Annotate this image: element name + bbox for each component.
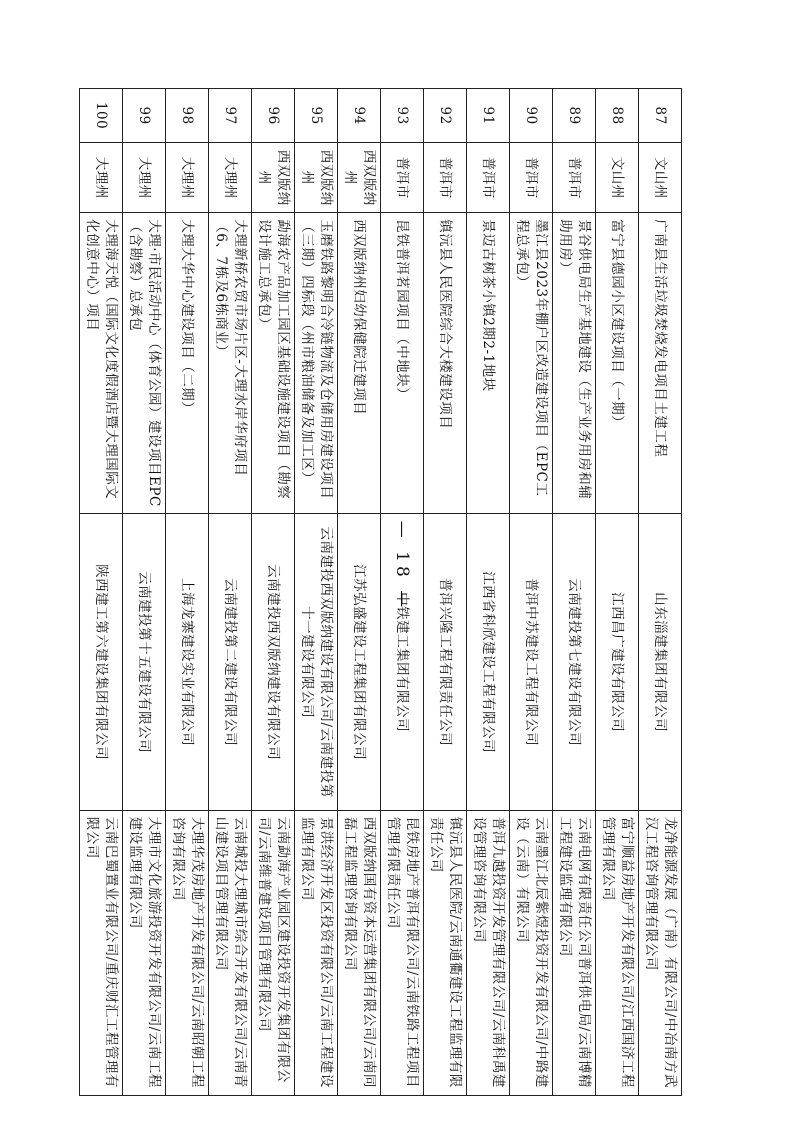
contractor-cell: 云南建投第七建设有限公司 bbox=[553, 514, 596, 810]
city-cell: 西双版纳州 bbox=[295, 143, 338, 213]
row-number-cell: 92 bbox=[424, 89, 467, 143]
table-row bbox=[639, 89, 682, 1096]
contractor-cell: 云南建投第十五建设有限公司 bbox=[123, 514, 166, 810]
city-cell: 普洱市 bbox=[510, 143, 553, 213]
table-row bbox=[338, 89, 381, 1096]
contractor-cell: 山东淄建集团有限公司 bbox=[639, 514, 682, 810]
city-cell: 大理州 bbox=[80, 143, 123, 213]
city-cell: 大理州 bbox=[166, 143, 209, 213]
owner-supervisor-cell: 镇沅县人民医院/云南通衢建设工程监理有限责任公司 bbox=[424, 810, 467, 1095]
project-name-cell: 景谷供电局生产基地建设（生产业务用房和辅助用房） bbox=[553, 213, 596, 514]
row-number-cell: 100 bbox=[80, 89, 123, 143]
contractor-cell: 云南建投第二建设有限公司 bbox=[209, 514, 252, 810]
table-row bbox=[596, 89, 639, 1096]
table-row bbox=[209, 89, 252, 1096]
project-name-cell: 广南县生活垃圾焚烧发电项目土建工程 bbox=[639, 213, 682, 514]
table-row bbox=[467, 89, 510, 1096]
owner-supervisor-cell: 昆铁房地产普洱有限公司/云南铁路工程项目管理有限责任公司 bbox=[381, 810, 424, 1095]
contractor-cell: 上海龙寨建设实业有限公司 bbox=[166, 514, 209, 810]
project-table bbox=[79, 88, 682, 1096]
project-name-cell: 玉磨铁路黎明合冷链物流及仓储用房建设项目（三期）四标段（州市粮油储备及加工区） bbox=[295, 213, 338, 514]
contractor-cell: 云南建投西双版纳建设有限公司 bbox=[252, 514, 295, 810]
row-number-cell: 94 bbox=[338, 89, 381, 143]
row-number-cell: 99 bbox=[123, 89, 166, 143]
page-number: — 18 — bbox=[392, 520, 412, 612]
city-cell: 西双版纳州 bbox=[338, 143, 381, 213]
city-cell: 文山州 bbox=[639, 143, 682, 213]
row-number-cell: 93 bbox=[381, 89, 424, 143]
city-cell: 普洱市 bbox=[424, 143, 467, 213]
project-name-cell: 富宁县德园小区建设项目（一期） bbox=[596, 213, 639, 514]
contractor-cell: 江西省科欣建设工程有限公司 bbox=[467, 514, 510, 810]
owner-supervisor-cell: 大理华茂房地产开发有限公司/云南昭朝工程咨询有限公司 bbox=[166, 810, 209, 1095]
city-cell: 普洱市 bbox=[381, 143, 424, 213]
row-number-cell: 97 bbox=[209, 89, 252, 143]
contractor-cell: 中铁建工集团有限公司 bbox=[381, 514, 424, 810]
contractor-cell: 普洱兴隆工程有限责任公司 bbox=[424, 514, 467, 810]
owner-supervisor-cell: 云南墨江北辰紫煜投资开发有限公司/中路建设（云南）有限公司 bbox=[510, 810, 553, 1095]
owner-supervisor-cell: 云南城投大理城市综合开发有限公司/云南青山建设项目管理有限公司 bbox=[209, 810, 252, 1095]
row-number-cell: 88 bbox=[596, 89, 639, 143]
table-row bbox=[510, 89, 553, 1096]
row-number-cell: 87 bbox=[639, 89, 682, 143]
row-number-cell: 98 bbox=[166, 89, 209, 143]
table-row bbox=[166, 89, 209, 1096]
row-number-cell: 89 bbox=[553, 89, 596, 143]
owner-supervisor-cell: 西双版纳国有资本运营集团有限公司/云南同磊工程监理咨询有限公司 bbox=[338, 810, 381, 1095]
contractor-cell: 江西昌广建设有限公司 bbox=[596, 514, 639, 810]
table-row bbox=[553, 89, 596, 1096]
contractor-cell: 云南建投西双版纳建设有限公司/云南建投第十一建设有限公司 bbox=[295, 514, 338, 810]
table-row bbox=[80, 89, 123, 1096]
city-cell: 西双版纳州 bbox=[252, 143, 295, 213]
city-cell: 普洱市 bbox=[467, 143, 510, 213]
row-number-cell: 96 bbox=[252, 89, 295, 143]
rotated-table-frame bbox=[79, 88, 682, 1096]
city-cell: 大理州 bbox=[209, 143, 252, 213]
project-name-cell: 镇沅县人民医院综合大楼建设项目 bbox=[424, 213, 467, 514]
table-row bbox=[252, 89, 295, 1096]
owner-supervisor-cell: 龙净能源发展（广南）有限公司/中冶南方武汉工程咨询管理有限公司 bbox=[639, 810, 682, 1095]
row-number-cell: 90 bbox=[510, 89, 553, 143]
project-name-cell: 勐海农产品加工园区基础设施建设项目（勘察设计施工总承包） bbox=[252, 213, 295, 514]
project-name-cell: 大理新桥农贸市场片区-大理水岸华府项目（6、7栋及6栋商业） bbox=[209, 213, 252, 514]
owner-supervisor-cell: 富宁顺益房地产开发有限公司/江西国济工程管理有限公司 bbox=[596, 810, 639, 1095]
owner-supervisor-cell: 普洱九越投资开发管理有限公司/云南科禹建设管理咨询有限公司 bbox=[467, 810, 510, 1095]
table-row bbox=[424, 89, 467, 1096]
city-cell: 普洱市 bbox=[553, 143, 596, 213]
contractor-cell: 陕西建工第六建设集团有限公司 bbox=[80, 514, 123, 810]
city-cell: 文山州 bbox=[596, 143, 639, 213]
contractor-cell: 普洱中苏建设工程有限公司 bbox=[510, 514, 553, 810]
city-cell: 大理州 bbox=[123, 143, 166, 213]
table-row bbox=[123, 89, 166, 1096]
project-name-cell: 景迈古树茶小镇2期2-1地块 bbox=[467, 213, 510, 514]
row-number-cell: 95 bbox=[295, 89, 338, 143]
project-name-cell: 墨江县2023年棚户区改造建设项目（EPC工程总承包） bbox=[510, 213, 553, 514]
owner-supervisor-cell: 大理市文化旅游投资开发有限公司/云南工程建设监理有限公司 bbox=[123, 810, 166, 1095]
contractor-cell: 江苏弘盛建设工程集团有限公司 bbox=[338, 514, 381, 810]
project-name-cell: 昆铁普洱茗园项目（中地块） bbox=[381, 213, 424, 514]
project-name-cell: 大理大华中心建设项目（二期） bbox=[166, 213, 209, 514]
project-name-cell: 大理海天悦（国际文化度假酒店暨大理国际文化创意中心）项目 bbox=[80, 213, 123, 514]
owner-supervisor-cell: 云南电网有限责任公司普洱供电局/云南博精工程建设监理有限公司 bbox=[553, 810, 596, 1095]
owner-supervisor-cell: 云南巴蜀置业有限公司/重庆财汇工程管理有限公司 bbox=[80, 810, 123, 1095]
project-table-body bbox=[80, 89, 682, 1096]
project-name-cell: 西双版纳州妇幼保健院迁建项目 bbox=[338, 213, 381, 514]
owner-supervisor-cell: 景洪经济开发区投资有限公司/云南工程建设监理有限公司 bbox=[295, 810, 338, 1095]
table-row bbox=[295, 89, 338, 1096]
project-name-cell: 大理·市民活动中心（体育公园）建设项目EPC（含勘察）总承包 bbox=[123, 213, 166, 514]
row-number-cell: 91 bbox=[467, 89, 510, 143]
owner-supervisor-cell: 云南勐海产业园区建设投资开发集团有限公司/云南维普建设项目管理有限公司 bbox=[252, 810, 295, 1095]
